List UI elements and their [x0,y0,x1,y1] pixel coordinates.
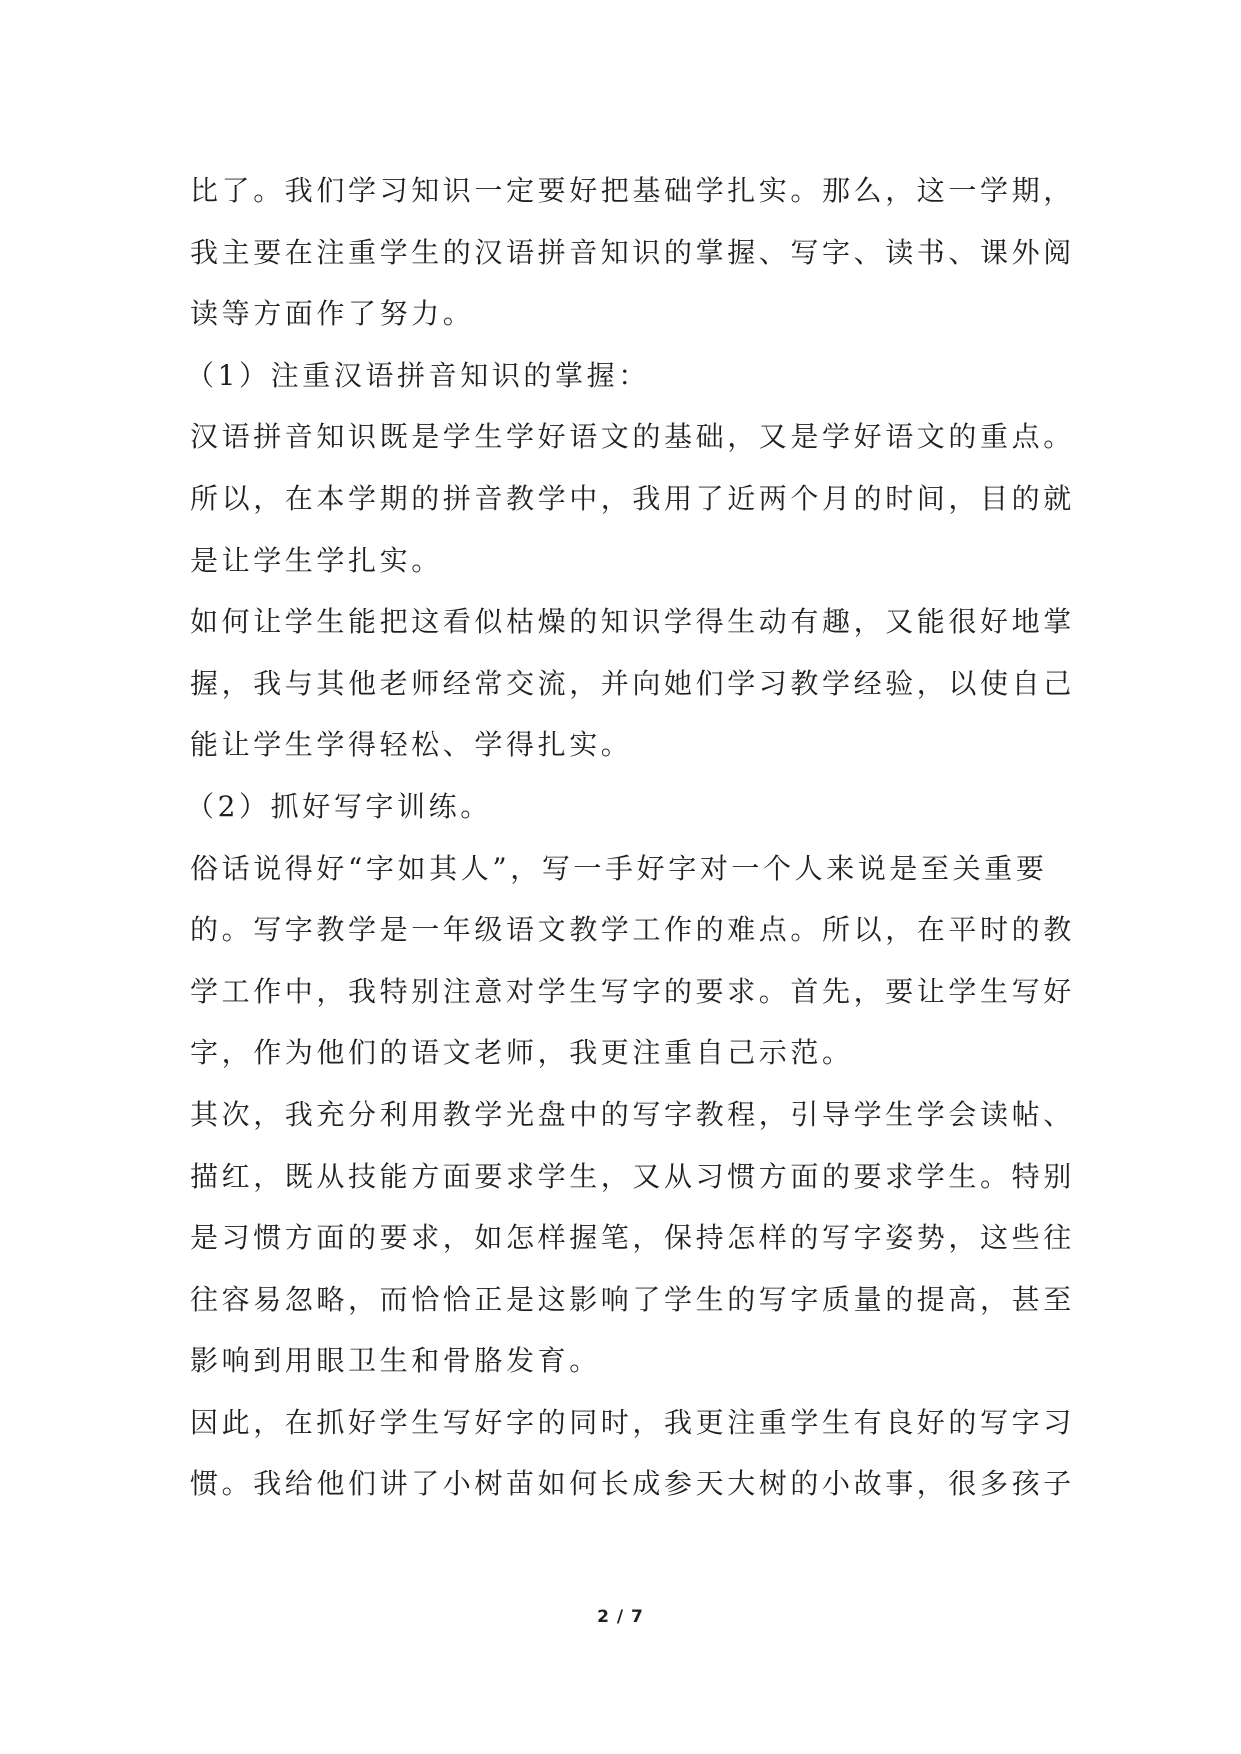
section-heading [186,776,1070,838]
text-line: 握，我与其他老师经常交流，并向她们学习教学经验，以使自己 [190,666,1075,700]
text-line: 往容易忽略，而恰恰正是这影响了学生的写字质量的提高，甚至 [190,1282,1075,1316]
text-line: 是让学生学扎实。 [190,543,443,577]
text-line: 俗话说得好“字如其人”，写一手好字对一个人来说是至关重要 [190,851,1048,885]
text-line: 所以，在本学期的拼音教学中，我用了近两个月的时间，目的就 [190,481,1075,515]
paragraph [190,160,1075,345]
text-line: 如何让学生能把这看似枯燥的知识学得生动有趣，又能很好地掌 [190,605,1075,639]
section-heading [186,345,1070,407]
text-line: 的。写字教学是一年级语文教学工作的难点。所以，在平时的教 [190,913,1075,947]
text-line: 比了。我们学习知识一定要好把基础学扎实。那么，这一学期， [190,174,1075,207]
paragraph [190,1392,1075,1515]
paragraph [190,838,1075,1084]
text-line: 惯。我给他们讲了小树苗如何长成参天大树的小故事，很多孩子 [190,1467,1075,1501]
text-line: （2）抓好写字训练。 [186,789,492,823]
text-line: 因此，在抓好学生写好字的同时，我更注重学生有良好的写字习 [190,1405,1075,1439]
text-line: 影响到用眼卫生和骨胳发育。 [190,1344,601,1378]
text-line: 能让学生学得轻松、学得扎实。 [190,728,633,762]
paragraph [190,406,1075,591]
text-line: 是习惯方面的要求，如怎样握笔，保持怎样的写字姿势，这些往 [190,1221,1075,1255]
text-line: 汉语拼音知识既是学生学好语文的基础，又是学好语文的重点。 [190,420,1075,454]
paragraph [190,1084,1075,1392]
paragraph [190,591,1075,776]
text-line: 我主要在注重学生的汉语拼音知识的掌握、写字、读书、课外阅 [190,235,1075,269]
text-line: 字，作为他们的语文老师，我更注重自己示范。 [190,1036,854,1070]
text-line: 学工作中，我特别注意对学生写字的要求。首先，要让学生写好 [190,974,1075,1008]
text-line: 读等方面作了努力。 [190,297,475,331]
text-line: 其次，我充分利用教学光盘中的写字教程，引导学生学会读帖、 [190,1097,1075,1131]
document-body [186,160,1075,1515]
text-line: 描红，既从技能方面要求学生，又从习惯方面的要求学生。特别 [190,1159,1075,1193]
text-line: （1）注重汉语拼音知识的掌握： [186,358,650,392]
page-number: 2 / 7 [597,1607,644,1627]
